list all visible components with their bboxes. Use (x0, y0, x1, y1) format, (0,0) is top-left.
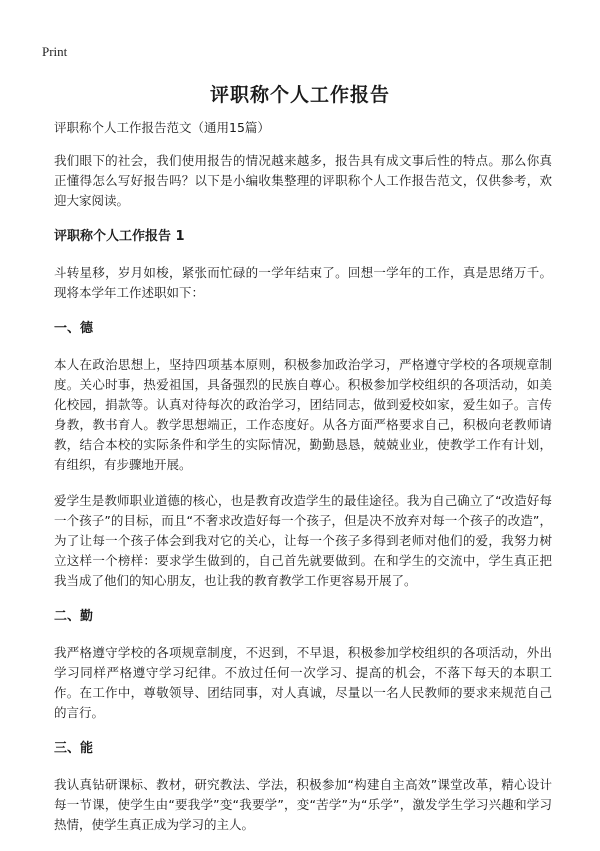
section-paragraph: 我严格遵守学校的各项规章制度，不迟到，不早退，积极参加学校组织的各项活动，外出学习同样严格遵守学习纪律。不放过任何一次学习、提高的机会，不落下每天的本职工作。在工作中，尊敬领导、团结同事，对人真诚，尽量以一名人民教师的要求来规范自己的言行。 (54, 645, 552, 720)
section-paragraph: 爱学生是教师职业道德的核心，也是教育改造学生的最佳途径。我为自己确立了“改造好每一个孩子”的目标，而且“不奢求改造好每一个孩子，但是决不放弃对每一个孩子的改造”，为了让每一个孩子体会到我对它的关心，让每一个孩子多得到老师对他们的爱，我努力树立这样一个榜样：要求学生做到的，自己首先就要做到。在和学生的交流中，学生真正把我当成了他们的知心朋友，也让我的教育教学工作更容易开展了。 (54, 493, 552, 588)
section-heading-ability: 三、能 (54, 741, 94, 756)
section-heading-virtue: 一、德 (54, 321, 94, 336)
print-link[interactable]: Print (42, 44, 68, 59)
section-heading-diligence: 二、勤 (54, 609, 94, 624)
report-intro-paragraph: 斗转星移，岁月如梭，紧张而忙碌的一学年结束了。回想一学年的工作，真是思绪万千。现将本学年工作述职如下： (54, 265, 552, 300)
section-paragraph: 本人在政治思想上，坚持四项基本原则，积极参加政治学习，严格遵守学校的各项规章制度。关心时事，热爱祖国，具备强烈的民族自尊心。积极参加学校组织的各项活动，如美化校园，捐款等。认真对待每次的政治学习，团结同志，做到爱校如家，爱生如子。言传身教，教书育人。教学思想端正，工作态度好。从各方面严格要求自己，积极向老教师请教，结合本校的实际条件和学生的实际情况，勤勤恳恳，兢兢业业，使教学工作有计划，有组织，有步骤地开展。 (54, 357, 552, 472)
report-heading: 评职称个人工作报告 1 (54, 229, 185, 244)
intro-paragraph: 我们眼下的社会，我们使用报告的情况越来越多，报告具有成文事后性的特点。那么你真正懂得怎么写好报告吗？以下是小编收集整理的评职称个人工作报告范文，仅供参考，欢迎大家阅读。 (54, 153, 552, 208)
page-title: 评职称个人工作报告 (209, 84, 390, 106)
section-paragraph: 我认真钻研课标、教材，研究教法、学法，积极参加“构建自主高效”课堂改革，精心设计每一节课，使学生由“要我学”变“我要学”，变“苦学”为“乐学”，激发学生学习兴趣和学习热情，使学生真正成为学习的主人。 (54, 777, 552, 832)
document-subtitle: 评职称个人工作报告范文（通用15篇） (54, 120, 270, 135)
document-body (54, 118, 552, 851)
